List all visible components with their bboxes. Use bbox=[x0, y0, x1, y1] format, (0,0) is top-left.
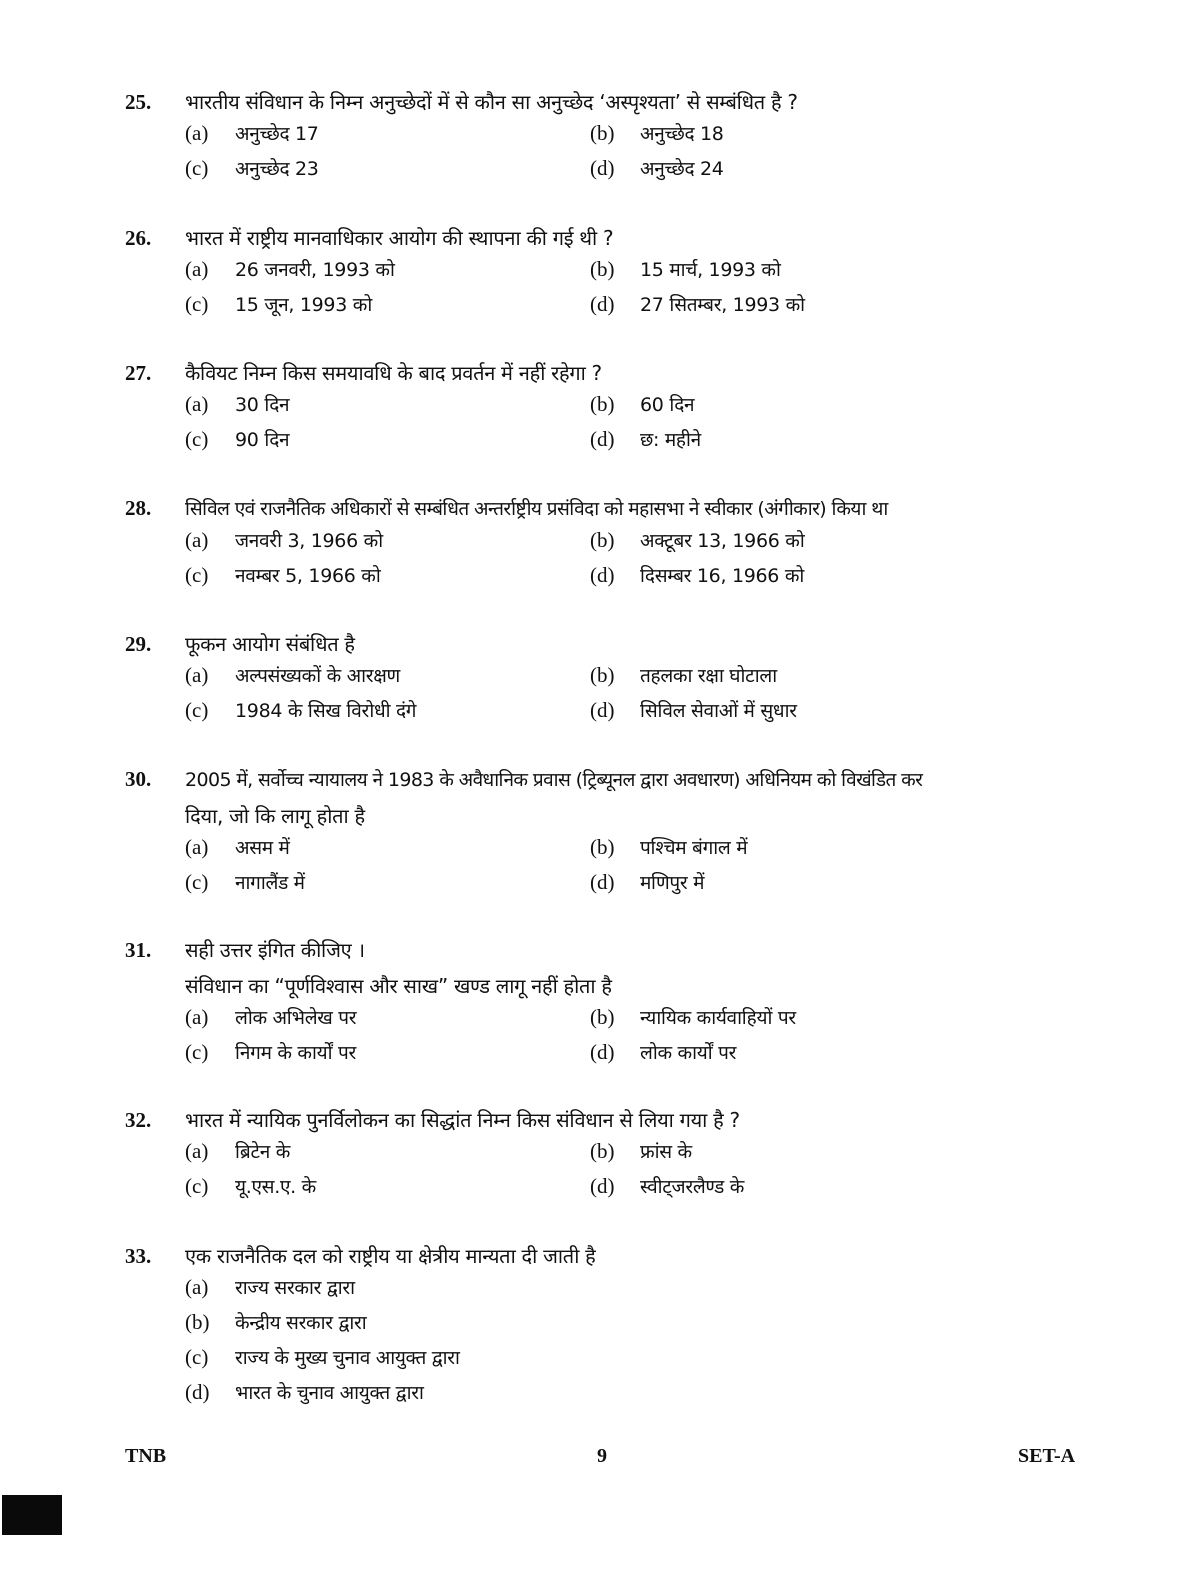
footer-code: TNB bbox=[125, 1445, 167, 1467]
option-label: (c) bbox=[185, 427, 209, 451]
option-d[interactable] bbox=[185, 1379, 885, 1414]
option-text: 26 जनवरी, 1993 को bbox=[235, 259, 395, 281]
option-text: 15 जून, 1993 को bbox=[235, 294, 372, 316]
question-text: कैवियट निम्न किस समयावधि के बाद प्रवर्तन में नहीं रहेगा ? bbox=[185, 361, 602, 385]
option-text: नवम्बर 5, 1966 को bbox=[235, 565, 381, 587]
option-label: (a) bbox=[185, 257, 209, 281]
option-label: (d) bbox=[590, 563, 615, 587]
question-text: 2005 में, सर्वोच्च न्यायालय ने 1983 के अवैधानिक प्रवास (ट्रिब्यूनल द्वारा अवधारण) अधिनियम को विखंडित कर bbox=[185, 769, 923, 791]
option-c[interactable] bbox=[185, 697, 590, 732]
option-b[interactable] bbox=[185, 1309, 885, 1344]
option-text: पश्चिम बंगाल में bbox=[640, 837, 748, 859]
question-text: फूकन आयोग संबंधित है bbox=[185, 632, 355, 656]
option-label: (d) bbox=[590, 870, 615, 894]
footer-set: SET-A bbox=[1018, 1445, 1076, 1467]
option-label: (b) bbox=[185, 1310, 210, 1334]
option-label: (b) bbox=[590, 1139, 615, 1163]
options bbox=[185, 1274, 1105, 1414]
question-text: भारत में न्यायिक पुनर्विलोकन का सिद्धांत निम्न किस संविधान से लिया गया है ? bbox=[185, 1108, 740, 1132]
option-b[interactable] bbox=[590, 1004, 995, 1039]
question-30 bbox=[125, 762, 1165, 904]
option-label: (c) bbox=[185, 1174, 209, 1198]
option-text: अक्टूबर 13, 1966 को bbox=[640, 530, 805, 552]
question-number: 31. bbox=[125, 938, 152, 962]
option-text: निगम के कार्यों पर bbox=[235, 1042, 356, 1064]
option-text: 90 दिन bbox=[235, 429, 290, 451]
options bbox=[185, 662, 1105, 732]
option-a[interactable] bbox=[185, 834, 590, 869]
option-text: जनवरी 3, 1966 को bbox=[235, 530, 383, 552]
option-a[interactable] bbox=[185, 662, 590, 697]
option-a[interactable] bbox=[185, 1274, 885, 1309]
option-label: (c) bbox=[185, 156, 209, 180]
question-29 bbox=[125, 626, 1105, 732]
options bbox=[185, 120, 1105, 190]
question-number: 26. bbox=[125, 226, 152, 250]
option-label: (a) bbox=[185, 1139, 209, 1163]
question-text: भारत में राष्ट्रीय मानवाधिकार आयोग की स्थापना की गई थी ? bbox=[185, 226, 614, 250]
option-label: (d) bbox=[590, 292, 615, 316]
options bbox=[185, 834, 1165, 904]
options bbox=[185, 1138, 1105, 1208]
question-text: सिविल एवं राजनैतिक अधिकारों से सम्बंधित अन्तर्राष्ट्रीय प्रसंविदा को महासभा ने स्वीकार (अंगीकार) किया था bbox=[185, 498, 888, 520]
options bbox=[185, 391, 1105, 461]
option-text: लोक कार्यों पर bbox=[640, 1042, 737, 1064]
option-text: नागालैंड में bbox=[235, 872, 305, 894]
option-a[interactable] bbox=[185, 391, 590, 426]
option-d[interactable] bbox=[590, 1039, 995, 1074]
option-label: (d) bbox=[590, 698, 615, 722]
option-label: (b) bbox=[590, 392, 615, 416]
option-text: केन्द्रीय सरकार द्वारा bbox=[235, 1312, 367, 1334]
question-number: 30. bbox=[125, 767, 152, 791]
question-number: 25. bbox=[125, 90, 152, 114]
page-number: 9 bbox=[597, 1445, 607, 1467]
option-b[interactable] bbox=[590, 834, 995, 869]
option-d[interactable] bbox=[590, 869, 995, 904]
options bbox=[185, 1004, 1105, 1074]
question-28 bbox=[125, 491, 1165, 597]
option-label: (c) bbox=[185, 870, 209, 894]
option-c[interactable] bbox=[185, 1173, 590, 1208]
option-text: राज्य सरकार द्वारा bbox=[235, 1277, 355, 1299]
option-label: (b) bbox=[590, 663, 615, 687]
option-c[interactable] bbox=[185, 869, 590, 904]
scan-marker bbox=[2, 1495, 62, 1535]
option-b[interactable] bbox=[590, 120, 995, 155]
option-c[interactable] bbox=[185, 1344, 885, 1379]
option-a[interactable] bbox=[185, 256, 590, 291]
option-label: (b) bbox=[590, 1005, 615, 1029]
option-text: यू.एस.ए. के bbox=[235, 1176, 316, 1198]
question-32 bbox=[125, 1102, 1105, 1208]
option-d[interactable] bbox=[590, 562, 995, 597]
option-a[interactable] bbox=[185, 120, 590, 155]
option-label: (a) bbox=[185, 835, 209, 859]
option-label: (a) bbox=[185, 528, 209, 552]
option-c[interactable] bbox=[185, 155, 590, 190]
option-text: अनुच्छेद 24 bbox=[640, 158, 724, 180]
option-text: राज्य के मुख्य चुनाव आयुक्त द्वारा bbox=[235, 1347, 460, 1369]
question-text: भारतीय संविधान के निम्न अनुच्छेदों में से कौन सा अनुच्छेद ‘अस्पृश्यता’ से सम्बंधित है ? bbox=[185, 90, 798, 114]
option-text: न्यायिक कार्यवाहियों पर bbox=[640, 1007, 796, 1029]
option-text: अनुच्छेद 18 bbox=[640, 123, 724, 145]
option-d[interactable] bbox=[590, 291, 995, 326]
option-label: (a) bbox=[185, 121, 209, 145]
option-text: ब्रिटेन के bbox=[235, 1141, 291, 1163]
option-label: (d) bbox=[590, 427, 615, 451]
question-33 bbox=[125, 1238, 1105, 1414]
option-label: (b) bbox=[590, 835, 615, 859]
option-d[interactable] bbox=[590, 426, 995, 461]
option-label: (c) bbox=[185, 292, 209, 316]
option-label: (b) bbox=[590, 257, 615, 281]
option-label: (c) bbox=[185, 563, 209, 587]
question-25 bbox=[125, 84, 1105, 190]
option-text: छ: महीने bbox=[640, 429, 701, 451]
option-b[interactable] bbox=[590, 391, 995, 426]
question-number: 29. bbox=[125, 632, 152, 656]
question-number: 32. bbox=[125, 1108, 152, 1132]
option-b[interactable] bbox=[590, 1138, 995, 1173]
question-26 bbox=[125, 220, 1105, 326]
option-label: (c) bbox=[185, 1040, 209, 1064]
option-label: (b) bbox=[590, 121, 615, 145]
option-text: मणिपुर में bbox=[640, 872, 705, 894]
option-text: स्वीट्जरलैण्ड के bbox=[640, 1176, 745, 1198]
option-text: असम में bbox=[235, 837, 290, 859]
option-text: अनुच्छेद 23 bbox=[235, 158, 319, 180]
option-b[interactable] bbox=[590, 662, 995, 697]
option-c[interactable] bbox=[185, 1039, 590, 1074]
question-text-continued: दिया, जो कि लागू होता है bbox=[185, 804, 365, 828]
option-text: 60 दिन bbox=[640, 394, 695, 416]
option-c[interactable] bbox=[185, 426, 590, 461]
option-text: लोक अभिलेख पर bbox=[235, 1007, 357, 1029]
option-label: (d) bbox=[185, 1380, 210, 1404]
option-b[interactable] bbox=[590, 256, 995, 291]
option-label: (a) bbox=[185, 1275, 209, 1299]
option-c[interactable] bbox=[185, 291, 590, 326]
option-text: अनुच्छेद 17 bbox=[235, 123, 319, 145]
question-text-continued: संविधान का “पूर्णविश्वास और साख” खण्ड लागू नहीं होता है bbox=[185, 974, 612, 998]
option-text: 1984 के सिख विरोधी दंगे bbox=[235, 700, 417, 722]
option-text: अल्पसंख्यकों के आरक्षण bbox=[235, 665, 400, 687]
option-c[interactable] bbox=[185, 562, 590, 597]
option-d[interactable] bbox=[590, 155, 995, 190]
option-label: (b) bbox=[590, 528, 615, 552]
option-text: दिसम्बर 16, 1966 को bbox=[640, 565, 805, 587]
option-text: 27 सितम्बर, 1993 को bbox=[640, 294, 805, 316]
question-number: 33. bbox=[125, 1244, 152, 1268]
question-number: 28. bbox=[125, 496, 152, 520]
option-text: 30 दिन bbox=[235, 394, 290, 416]
option-label: (d) bbox=[590, 1174, 615, 1198]
option-label: (c) bbox=[185, 1345, 209, 1369]
option-text: भारत के चुनाव आयुक्त द्वारा bbox=[235, 1382, 424, 1404]
option-label: (c) bbox=[185, 698, 209, 722]
question-27 bbox=[125, 355, 1105, 461]
option-label: (a) bbox=[185, 392, 209, 416]
option-d[interactable] bbox=[590, 1173, 995, 1208]
option-label: (d) bbox=[590, 156, 615, 180]
question-31 bbox=[125, 932, 1105, 1074]
options bbox=[185, 256, 1105, 326]
option-label: (a) bbox=[185, 1005, 209, 1029]
option-d[interactable] bbox=[590, 697, 995, 732]
option-text: सिविल सेवाओं में सुधार bbox=[640, 700, 797, 722]
option-text: तहलका रक्षा घोटाला bbox=[640, 665, 777, 687]
option-b[interactable] bbox=[590, 527, 995, 562]
option-a[interactable] bbox=[185, 1138, 590, 1173]
question-text: सही उत्तर इंगित कीजिए । bbox=[185, 938, 365, 962]
option-text: फ्रांस के bbox=[640, 1141, 692, 1163]
option-a[interactable] bbox=[185, 527, 590, 562]
options bbox=[185, 527, 1165, 597]
option-a[interactable] bbox=[185, 1004, 590, 1039]
question-number: 27. bbox=[125, 361, 152, 385]
option-label: (a) bbox=[185, 663, 209, 687]
option-label: (d) bbox=[590, 1040, 615, 1064]
question-text: एक राजनैतिक दल को राष्ट्रीय या क्षेत्रीय मान्यता दी जाती है bbox=[185, 1244, 596, 1268]
option-text: 15 मार्च, 1993 को bbox=[640, 259, 781, 281]
